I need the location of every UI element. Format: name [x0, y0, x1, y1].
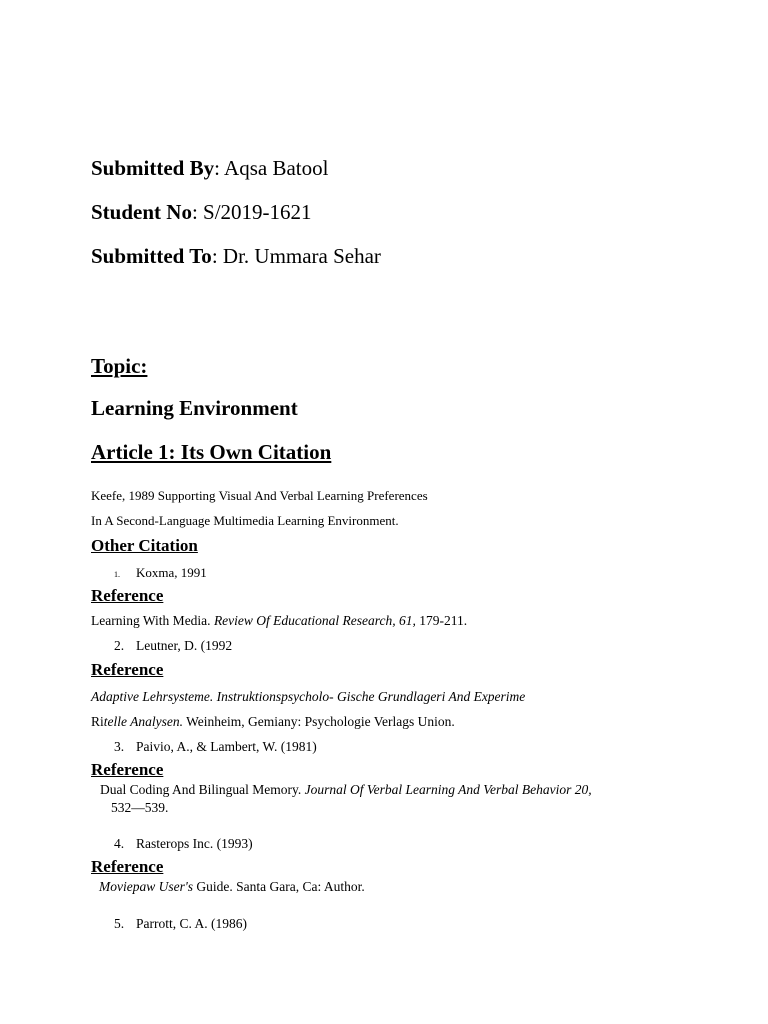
student-no-value: : S/2019-1621: [191, 200, 312, 224]
item5-text: Parrott, C. A. (1986): [136, 916, 247, 931]
submitted-by-value: : Aqsa Batool: [214, 156, 329, 180]
item2-text: Leutner, D. (1992: [136, 638, 233, 653]
reference-2-line2-start: Ri: [91, 714, 104, 729]
reference-heading-2: Reference: [91, 660, 164, 679]
student-no-line: [91, 200, 312, 225]
item4-number: 4.: [114, 836, 125, 851]
submitted-to-value: : Dr. Ummara Sehar: [211, 244, 381, 268]
reference-3-line2: 532—539.: [111, 800, 169, 815]
article-citation-line1: Keefe, 1989 Supporting Visual And Verbal Learning Preferences: [91, 488, 428, 503]
item5-number: 5.: [114, 916, 125, 931]
topic-title: Learning Environment: [91, 396, 298, 420]
reference-1-text: [91, 613, 467, 629]
reference-heading-4: Reference: [91, 857, 164, 876]
item2-number: 2.: [114, 638, 125, 653]
item3-number: 3.: [114, 739, 125, 754]
submitted-to-line: [91, 244, 381, 269]
other-citation-heading: Other Citation: [91, 536, 198, 555]
reference-2-line2-italic: telle Analysen.: [103, 714, 183, 729]
submitted-to-label: Submitted To: [91, 244, 212, 268]
reference-4-italic: Moviepaw User's: [99, 879, 193, 894]
reference-2-line2: [91, 714, 455, 730]
student-no-label: Student No: [91, 200, 192, 224]
reference-4-text: [99, 879, 365, 895]
reference-1-plain: Learning With Media.: [91, 613, 214, 628]
article-citation-line2: In A Second-Language Multimedia Learning Environment.: [91, 513, 399, 528]
item3-text: Paivio, A., & Lambert, W. (1981): [136, 739, 317, 754]
reference-heading-1: Reference: [91, 586, 164, 605]
item1-number: 1.: [114, 570, 120, 579]
reference-2-line2-end: Weinheim, Gemiany: Psychologie Verlags Union.: [183, 714, 455, 729]
topic-heading: Topic:: [91, 354, 148, 378]
reference-heading-3: Reference: [91, 760, 164, 779]
reference-4-plain: Guide. Santa Gara, Ca: Author.: [193, 879, 365, 894]
reference-3-italic: Journal Of Verbal Learning And Verbal Behavior 20,: [304, 782, 592, 797]
reference-3-plain: Dual Coding And Bilingual Memory.: [100, 782, 305, 797]
reference-2-line1: Adaptive Lehrsysteme. Instruktionspsycholo- Gische Grundlageri And Experime: [91, 689, 526, 704]
article-heading: Article 1: Its Own Citation: [91, 440, 332, 464]
submitted-by-label: Submitted By: [91, 156, 215, 180]
reference-1-tail: 179-211.: [415, 613, 468, 628]
submitted-by-line: [91, 156, 328, 181]
item1-text: Koxma, 1991: [136, 565, 207, 580]
reference-1-italic: Review Of Educational Research, 61,: [213, 613, 416, 628]
reference-3-line1: [100, 782, 592, 798]
item4-text: Rasterops Inc. (1993): [136, 836, 253, 851]
